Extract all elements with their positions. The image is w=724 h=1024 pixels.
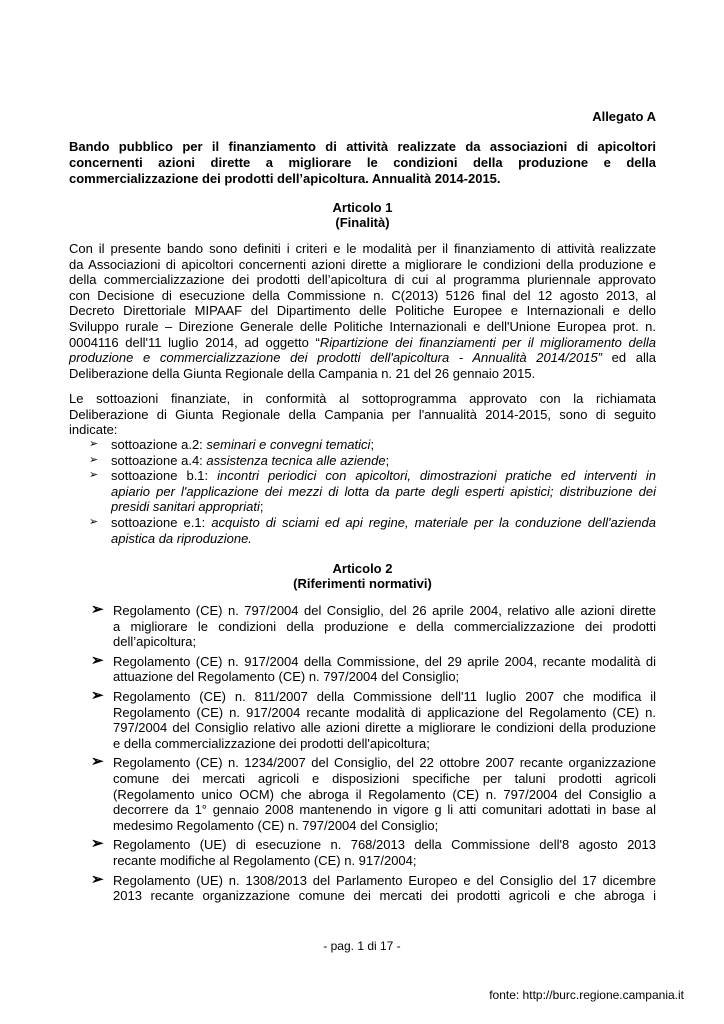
subaction-prefix: sottoazione a.2: <box>111 437 207 452</box>
article2-subtitle: (Riferimenti normativi) <box>293 576 432 591</box>
regulation-line: 797/2004 del Consiglio relativo alle azioni dirette a migliorare le condizioni della produzione <box>113 720 656 736</box>
regulation-line: attuazione del Regolamento (CE) n. 797/2004 del Consiglio; <box>113 669 460 685</box>
line-part-italic: produzione e commercializzazione dei prodotti dell'apicoltura - Annualità 2014/2015” <box>69 350 603 366</box>
subaction-prefix: sottoazione e.1: <box>111 514 212 530</box>
title-line: commercializzazione dei prodotti dell’apicoltura. Annualità 2014-2015. <box>69 171 501 186</box>
arrow-bullet-icon: ➢ <box>89 453 99 466</box>
document-title <box>69 139 656 187</box>
regulation-item <box>91 870 656 904</box>
regulation-item <box>91 603 656 650</box>
line-part: ed alla <box>602 350 657 366</box>
allegato-label: Allegato A <box>592 109 656 124</box>
regulation-line: recante modifiche al Regolamento (CE) n. 917/2004; <box>113 852 417 868</box>
title-line: Bando pubblico per il finanziamento di attività realizzate da associazioni di apicoltori <box>69 139 656 154</box>
article1-paragraph1 <box>69 241 656 381</box>
arrow-bullet-icon: ➢ <box>89 469 99 482</box>
arrow-bullet-icon: ➢ <box>91 651 104 669</box>
arrow-bullet-icon: ➢ <box>91 870 104 888</box>
regulations-list <box>91 603 656 908</box>
arrow-bullet-icon: ➢ <box>91 601 104 618</box>
regulation-line: e della commercializzazione dei prodotti dell'apicoltura; <box>113 735 430 751</box>
subaction-line <box>111 484 656 500</box>
subaction-text: seminari e convegni tematici <box>206 437 371 452</box>
subaction-item <box>89 515 656 546</box>
regulation-line: medesimo Regolamento (CE) n. 797/2004 del Consiglio; <box>113 817 439 833</box>
subaction-item <box>89 468 656 515</box>
subaction-text: incontri periodici con apicoltori, dimostrazioni pratiche ed interventi in <box>217 468 656 484</box>
regulation-line: 2013 recante organizzazione comune dei mercati dei prodotti agricoli e che abroga i <box>113 888 656 904</box>
paragraph-line: della commercializzazione dei prodotti dell’apicoltura di cui al programma pluriennale approvato <box>69 272 656 288</box>
paragraph-line: Sviluppo rurale – Direzione Generale delle Politiche Internazionali e dell'Unione Europea prot. n. <box>69 318 656 334</box>
article1-heading <box>69 200 656 230</box>
paragraph-line: Decreto Direttoriale MIPAAF del Dipartimento delle Politiche Europee e Internazionali e dello <box>69 303 656 319</box>
title-line: concernenti azioni dirette a migliorare le condizioni della produzione e della <box>69 155 656 170</box>
subaction-line <box>111 437 656 453</box>
subaction-text: acquisto di sciami ed api regine, materiale per la conduzione dell'azienda <box>211 514 656 530</box>
regulation-line: (Regolamento unico OCM) che abroga il Regolamento (CE) n. 797/2004 del Consiglio a <box>113 786 656 802</box>
regulation-line: Regolamento (CE) n. 811/2007 della Commissione dell'11 luglio 2007 che modifica il <box>113 688 656 704</box>
regulation-item <box>91 837 656 868</box>
source-link[interactable]: fonte: http://burc.regione.campania.it <box>489 988 684 1002</box>
paragraph-line: Le sottoazioni finanziate, in conformità al sottoprogramma approvato con la richiamata <box>69 391 656 406</box>
regulation-line: a migliorare le condizioni della produzione e della commercializzazione dei prodotti <box>113 618 656 634</box>
article1-subtitle: (Finalità) <box>335 215 390 230</box>
line-part-italic: Ripartizione dei finanziamenti per il miglioramento della <box>319 334 657 350</box>
paragraph-line: con Decisione di esecuzione della Commissione n. C(2013) 5126 final del 12 agosto 2013, al <box>69 287 656 303</box>
arrow-bullet-icon: ➢ <box>89 438 99 450</box>
subaction-suffix: ; <box>385 452 390 468</box>
article1-paragraph2 <box>69 391 656 438</box>
paragraph-line: Con il presente bando sono definiti i criteri e le modalità per il finanziamento di attività realizzate <box>69 241 656 256</box>
subaction-item <box>89 453 656 469</box>
regulation-line: Regolamento (CE) n. 917/2004 recante modalità di applicazione del Regolamento (CE) n. <box>113 704 656 720</box>
subaction-text: presidi sanitari appropriati <box>111 499 260 515</box>
regulation-line: Regolamento (CE) n. 1234/2007 del Consiglio, del 22 ottobre 2007 recante organizzazione <box>113 755 656 771</box>
paragraph-line-mixed <box>69 335 656 351</box>
subaction-line <box>111 515 656 531</box>
arrow-bullet-icon: ➢ <box>91 835 104 853</box>
subaction-item <box>89 437 656 453</box>
subaction-line <box>111 453 656 469</box>
subactions-list <box>89 437 656 546</box>
subaction-prefix: sottoazione b.1: <box>111 468 218 484</box>
paragraph-line: indicate: <box>69 422 118 438</box>
page-number: - pag. 1 di 17 - <box>323 939 401 953</box>
subaction-prefix: sottoazione a.4: <box>111 452 207 468</box>
regulation-line: Regolamento (CE) n. 797/2004 del Consiglio, del 26 aprile 2004, relativo alle azioni dirette <box>113 603 656 618</box>
subaction-text: assistenza tecnica alle aziende <box>206 452 386 468</box>
arrow-bullet-icon: ➢ <box>91 753 104 771</box>
subaction-line <box>111 499 656 515</box>
arrow-bullet-icon: ➢ <box>89 515 99 528</box>
subaction-text: apiario per l'applicazione dei mezzi di lotta da parte degli esperti apistici; distribuzione dei <box>111 483 656 499</box>
regulation-item <box>91 651 656 685</box>
paragraph-line: Deliberazione della Giunta Regionale della Campania n. 21 del 26 gennaio 2015. <box>69 365 536 381</box>
regulation-line: dell’apicoltura; <box>113 634 197 650</box>
regulation-item <box>91 755 656 833</box>
regulation-line: decorrere da 1° gennaio 2008 mantenendo in vigore g li atti comunitari adottati in base al <box>113 802 656 818</box>
line-part: 0004116 dell'11 luglio 2014, ad oggetto “ <box>69 334 320 350</box>
regulation-line: Regolamento (CE) n. 917/2004 della Commissione, del 29 aprile 2004, recante modalità di <box>113 653 656 669</box>
arrow-bullet-icon: ➢ <box>91 686 104 704</box>
article2-title: Articolo 2 <box>332 561 393 576</box>
subaction-line <box>111 531 656 547</box>
paragraph-line: Deliberazione di Giunta Regionale della Campania per l'annualità 2014-2015, sono di seguito <box>69 406 656 422</box>
subaction-suffix: ; <box>370 437 375 452</box>
subaction-line <box>111 468 656 484</box>
article2-heading <box>69 561 656 591</box>
regulation-line: Regolamento (UE) n. 1308/2013 del Parlamento Europeo e del Consiglio del 17 dicembre <box>113 872 656 888</box>
regulation-line: Regolamento (UE) di esecuzione n. 768/2013 della Commissione dell'8 agosto 2013 <box>113 837 656 853</box>
paragraph-line: da Associazioni di apicoltori concernenti azioni dirette a migliorare le condizioni della produzione e <box>69 256 656 272</box>
article1-title: Articolo 1 <box>332 200 393 215</box>
subaction-suffix: ; <box>259 499 264 515</box>
subaction-text: apistica da riproduzione. <box>111 530 252 546</box>
paragraph-line-mixed <box>69 350 656 366</box>
regulation-line: comune dei mercati agricoli e disposizioni specifiche per taluni prodotti agricoli <box>113 770 656 786</box>
regulation-item <box>91 686 656 751</box>
